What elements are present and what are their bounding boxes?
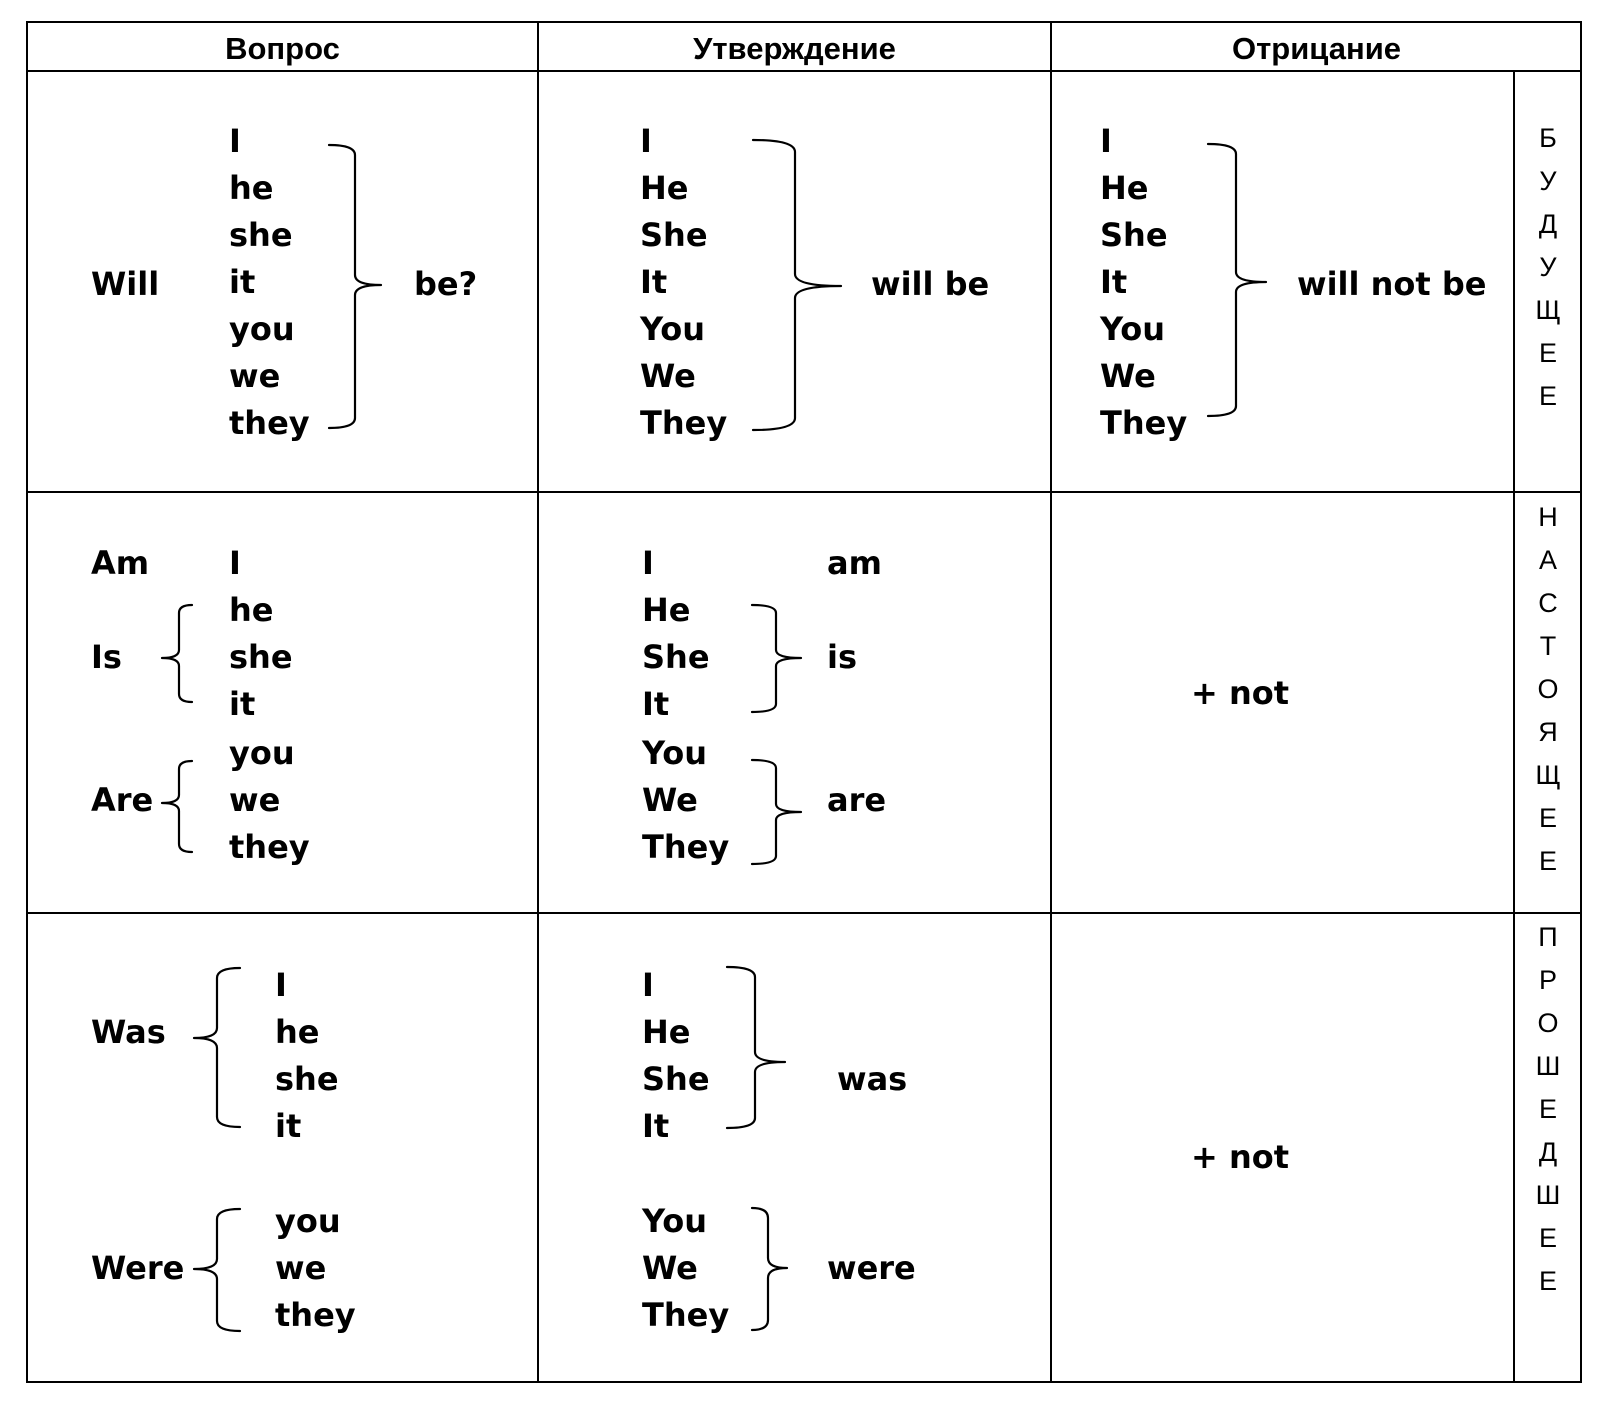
past-affirmative-pronoun: You: [642, 1202, 707, 1240]
present-affirmative-are: are: [827, 781, 887, 819]
brace-past-aff-were: [752, 1208, 787, 1330]
future-negative-pronoun: We: [1100, 357, 1156, 395]
tense-letter: Ш: [1535, 1180, 1561, 1210]
future-negative-pronoun: You: [1100, 310, 1165, 348]
present-question-pronoun: it: [229, 685, 256, 723]
tense-letter: Н: [1538, 502, 1558, 532]
past-affirmative-pronoun: It: [642, 1107, 670, 1145]
past-question-pronoun: I: [275, 966, 287, 1004]
future-negative-verb: will not be: [1297, 265, 1487, 303]
tense-letter: Б: [1539, 123, 1557, 153]
tense-letter: Е: [1538, 338, 1557, 368]
past-question-were: Were: [91, 1249, 185, 1287]
past-question-was: Was: [91, 1013, 166, 1051]
present-question-pronoun: they: [229, 828, 310, 866]
present-question-am: Am: [91, 544, 150, 582]
present-negative-note: + not: [1191, 674, 1290, 712]
future-question-verb: be?: [414, 265, 478, 303]
header-negative: Отрицание: [1232, 31, 1401, 66]
future-negative-pronoun: They: [1100, 404, 1188, 442]
brace-past-were: [194, 1209, 240, 1331]
future-question-pronoun: she: [229, 216, 293, 254]
future-negative-pronoun: I: [1100, 122, 1112, 160]
tense-letter: Е: [1538, 803, 1557, 833]
future-question-pronoun: it: [229, 263, 256, 301]
future-question-pronoun: I: [229, 122, 241, 160]
tense-letter: С: [1538, 588, 1558, 618]
future-affirmative-pronoun: You: [640, 310, 705, 348]
tense-letter: Т: [1539, 631, 1557, 661]
tense-letter: Е: [1538, 846, 1557, 876]
tense-letter: У: [1539, 166, 1557, 196]
tense-letter: Щ: [1535, 295, 1561, 325]
tense-letter: Р: [1538, 965, 1557, 995]
future-negative-pronoun: He: [1100, 169, 1149, 207]
brace-future-negative: [1208, 144, 1266, 416]
past-question-pronoun: he: [275, 1013, 320, 1051]
tense-letter: У: [1539, 252, 1557, 282]
brace-present-aff-is: [752, 605, 801, 712]
future-question-pronoun: he: [229, 169, 274, 207]
tense-letter: А: [1538, 545, 1557, 575]
future-question-pronoun: we: [229, 357, 281, 395]
tense-letter: Я: [1538, 717, 1558, 747]
present-affirmative-pronoun: They: [642, 828, 730, 866]
present-question-pronoun: we: [229, 781, 281, 819]
tense-letter: Ш: [1535, 1051, 1561, 1081]
future-question-pronoun: they: [229, 404, 310, 442]
present-affirmative-pronoun: She: [642, 638, 710, 676]
future-affirmative-pronoun: He: [640, 169, 689, 207]
past-affirmative-pronoun: He: [642, 1013, 691, 1051]
tense-letter: Е: [1538, 1266, 1557, 1296]
past-affirmative-pronoun: She: [642, 1060, 710, 1098]
past-affirmative-pronoun: They: [642, 1296, 730, 1334]
past-affirmative-were: were: [827, 1249, 916, 1287]
past-affirmative-was: was: [837, 1060, 908, 1098]
past-affirmative-pronoun: I: [642, 966, 654, 1004]
header-affirmative: Утверждение: [693, 31, 896, 66]
present-affirmative-pronoun: It: [642, 685, 670, 723]
past-question-pronoun: it: [275, 1107, 302, 1145]
past-affirmative-pronoun: We: [642, 1249, 698, 1287]
header-question: Вопрос: [225, 31, 340, 66]
future-negative-pronoun: She: [1100, 216, 1168, 254]
tense-letter: Е: [1538, 1223, 1557, 1253]
tense-letter: П: [1538, 922, 1558, 952]
present-question-are: Are: [91, 781, 154, 819]
tense-letter: Д: [1538, 1137, 1558, 1167]
present-affirmative-pronoun: He: [642, 591, 691, 629]
past-question-pronoun: we: [275, 1249, 327, 1287]
future-affirmative-pronoun: I: [640, 122, 652, 160]
present-affirmative-is: is: [827, 638, 858, 676]
present-question-pronoun: I: [229, 544, 241, 582]
tense-letter: Щ: [1535, 760, 1561, 790]
tense-letter: О: [1537, 1008, 1559, 1038]
past-question-pronoun: she: [275, 1060, 339, 1098]
brace-present-aff-are: [752, 760, 801, 864]
present-question-is: Is: [91, 638, 122, 676]
brace-past-was: [194, 968, 240, 1127]
present-affirmative-pronoun: I: [642, 544, 654, 582]
tense-letter: Д: [1538, 209, 1558, 239]
future-question-pronoun: you: [229, 310, 295, 348]
tense-letter: Е: [1538, 1094, 1557, 1124]
past-negative-note: + not: [1191, 1138, 1290, 1176]
future-affirmative-pronoun: She: [640, 216, 708, 254]
future-affirmative-pronoun: We: [640, 357, 696, 395]
present-affirmative-pronoun: You: [642, 734, 707, 772]
present-affirmative-pronoun: We: [642, 781, 698, 819]
future-affirmative-pronoun: They: [640, 404, 728, 442]
brace-future-question: [329, 145, 381, 428]
present-question-pronoun: he: [229, 591, 274, 629]
brace-past-aff-was: [727, 967, 785, 1128]
future-question-aux: Will: [91, 265, 160, 303]
brace-future-affirmative: [753, 140, 841, 430]
past-question-pronoun: you: [275, 1202, 341, 1240]
future-negative-pronoun: It: [1100, 263, 1128, 301]
tense-letter: О: [1537, 674, 1559, 704]
present-question-pronoun: you: [229, 734, 295, 772]
brace-present-is: [162, 605, 192, 702]
present-affirmative-am: am: [827, 544, 882, 582]
past-question-pronoun: they: [275, 1296, 356, 1334]
future-affirmative-verb: will be: [871, 265, 990, 303]
future-affirmative-pronoun: It: [640, 263, 668, 301]
tense-letter: Е: [1538, 381, 1557, 411]
brace-present-are: [162, 761, 192, 852]
present-question-pronoun: she: [229, 638, 293, 676]
